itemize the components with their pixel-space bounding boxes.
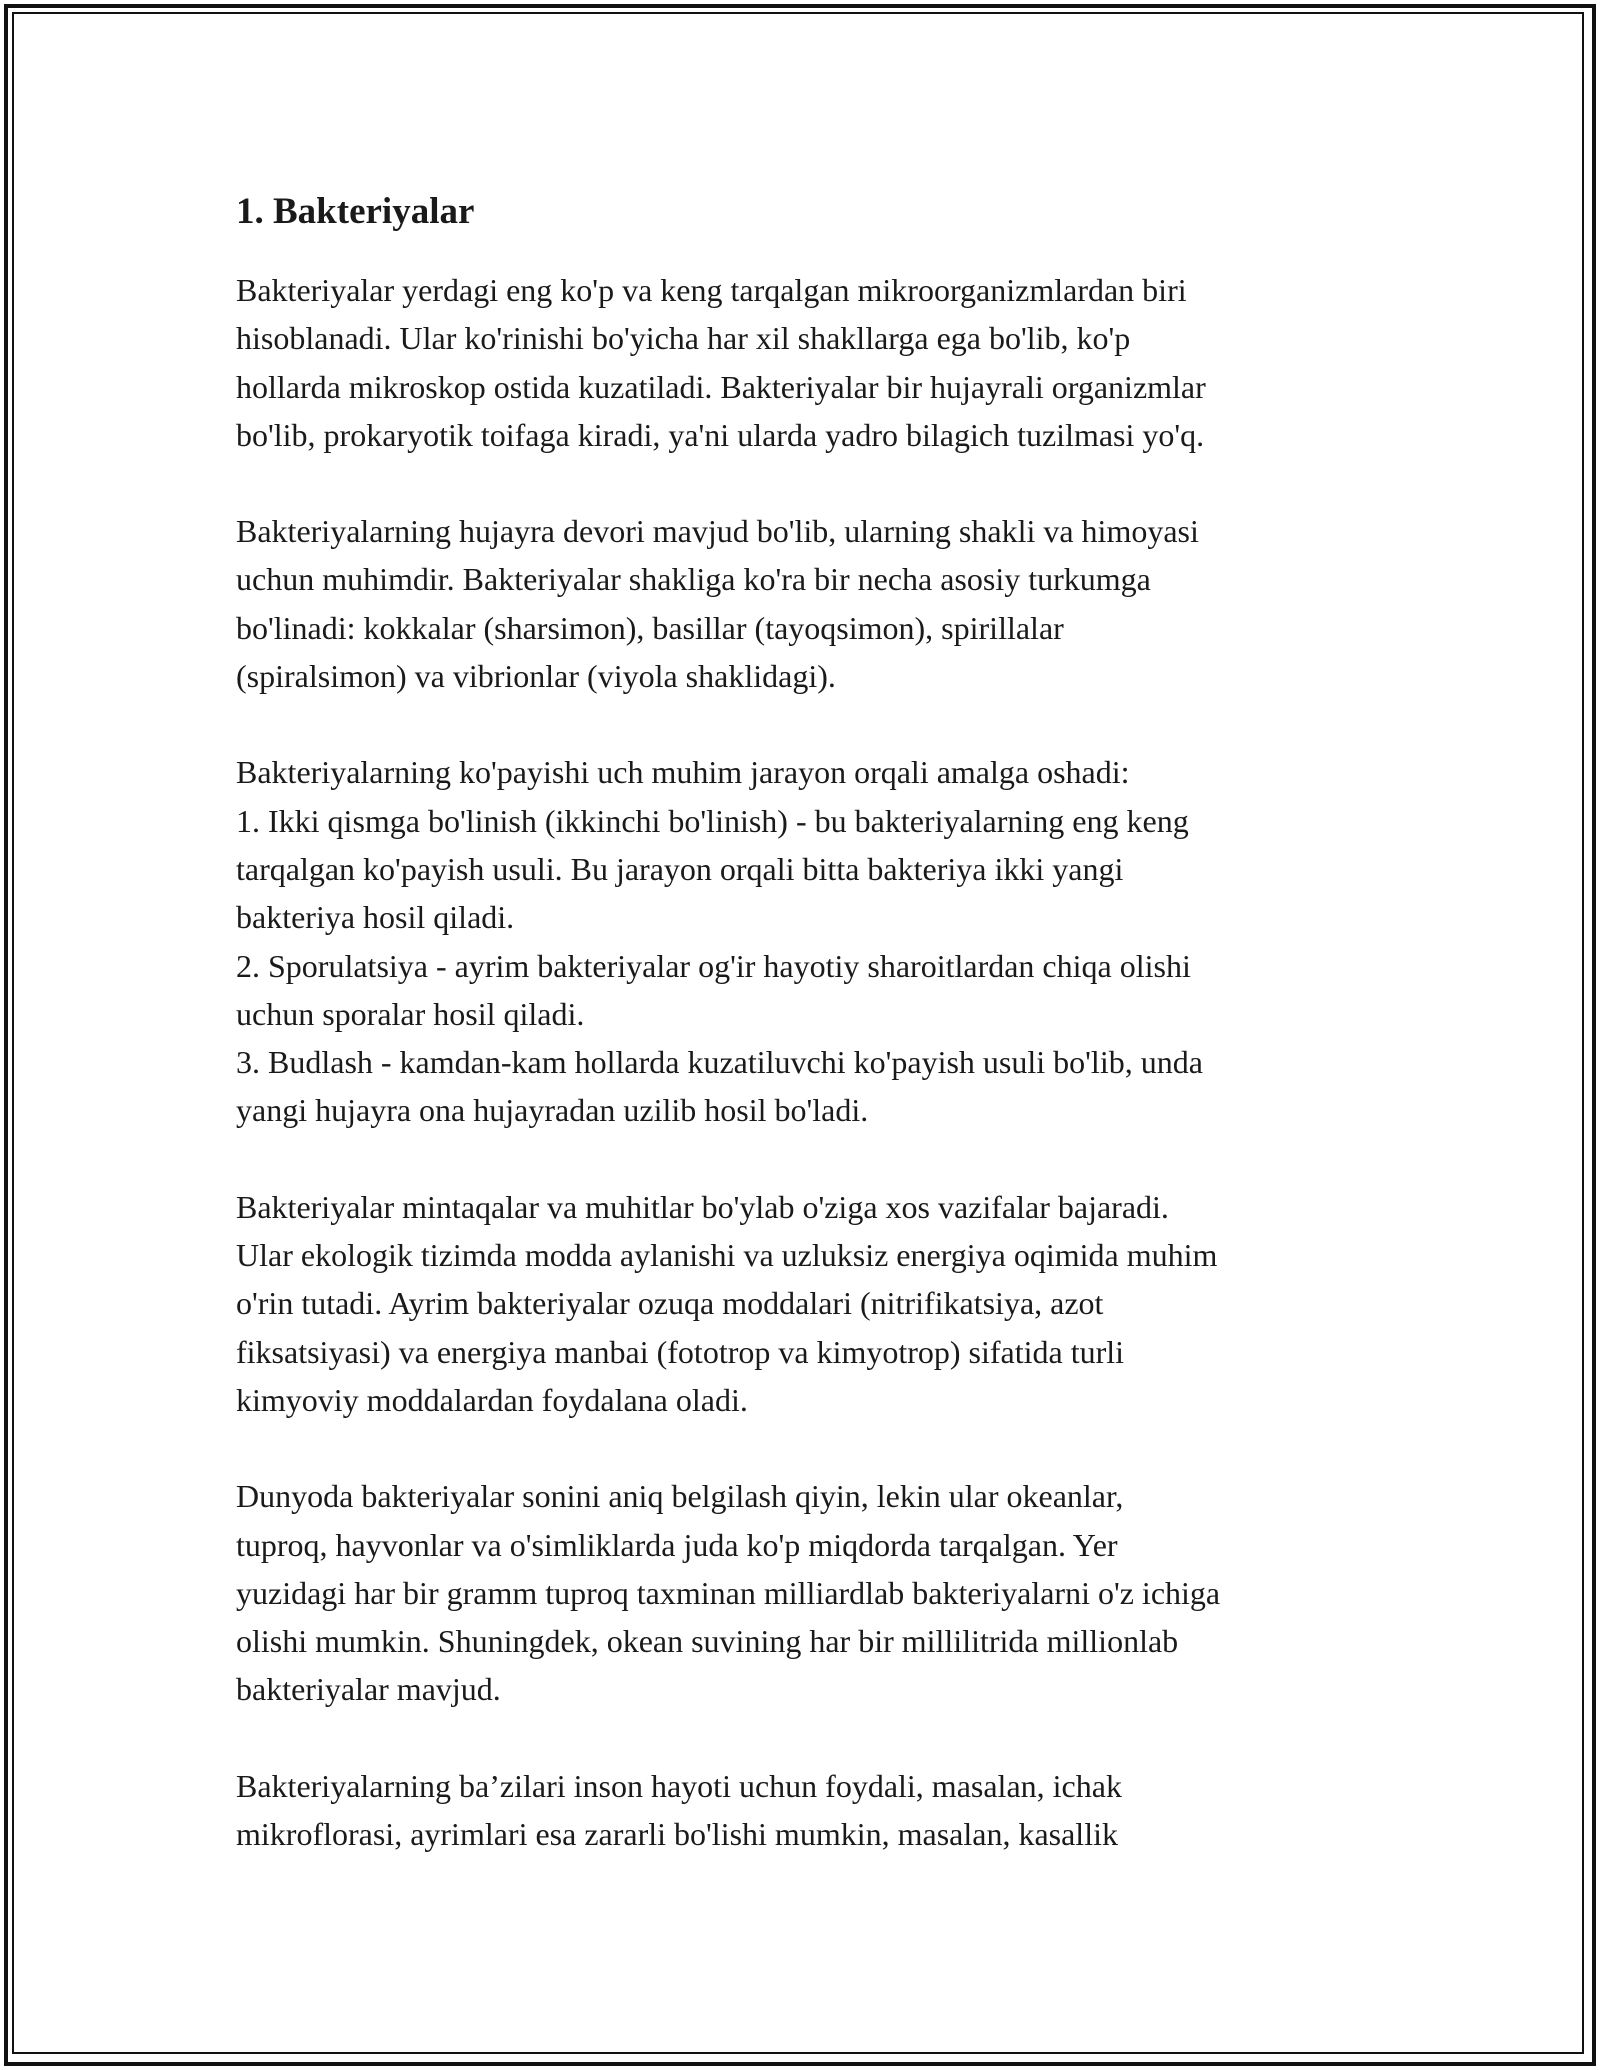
paragraph-reproduction: Bakteriyalarning ko'payishi uch muhim jarayon orqali amalga oshadi: 1. Ikki qismga bo'linish (ikkinchi bo'linish) - bu bakteriyalarning eng keng tarqalgan ko'payish usuli. Bu jarayon orqali bitta bakteriya ikki yangi bakteriya hosil qiladi. 2. Sporulatsiya - ayrim bakteriyalar og'ir hayotiy sharoitlardan chiqa olishi uchun sporalar hosil qiladi. 3. Budlash - kamdan-kam hollarda kuzatiluvchi ko'payish usuli bo'lib, unda yangi hujayra ona hujayradan uzilib hosil bo'ladi. bbox=[236, 754, 1203, 1129]
paragraph-significance: Bakteriyalarning ba’zilari inson hayoti uchun foydali, masalan, ichak mikroflorasi, ayrimlari esa zararli bo'lishi mumkin, masalan, kasallik bbox=[236, 1767, 1122, 1853]
section-heading: 1. Bakteriyalar bbox=[236, 191, 475, 232]
document-page bbox=[236, 188, 1366, 1858]
paragraph-ecology: Bakteriyalar mintaqalar va muhitlar bo'ylab o'ziga xos vazifalar bajaradi. Ular ekologik tizimda modda aylanishi va uzluksiz energiya oqimida muhim o'rin tutadi. Ayrim bakteriyalar ozuqa moddalari (nitrifikatsiya, azot fiksatsiyasi) va energiya manbai (fototrop va kimyotrop) sifatida turli kimyoviy moddalardan foydalana oladi. bbox=[236, 1188, 1218, 1418]
paragraph-distribution: Dunyoda bakteriyalar sonini aniq belgilash qiyin, lekin ular okeanlar, tuproq, hayvonlar va o'simliklarda juda ko'p miqdorda tarqalgan. Yer yuzidagi har bir gramm tuproq taxminan milliardlab bakteriyalarni o'z ichiga olishi mumkin. Shuningdek, okean suvining har bir millilitrida millionlab bakteriyalar mavjud. bbox=[236, 1478, 1221, 1708]
paragraph-cell-wall: Bakteriyalarning hujayra devori mavjud bo'lib, ularning shakli va himoyasi uchun muhimdir. Bakteriyalar shakliga ko'ra bir necha asosiy turkumga bo'linadi: kokkalar (sharsimon), basillar (tayoqsimon), spirillalar (spiralsimon) va vibrionlar (viyola shaklidagi). bbox=[236, 513, 1199, 695]
paragraph-intro: Bakteriyalar yerdagi eng ko'p va keng tarqalgan mikroorganizmlardan biri hisoblanadi. Ular ko'rinishi bo'yicha har xil shakllarga ega bo'lib, ko'p hollarda mikroskop ostida kuzatiladi. Bakteriyalar bir hujayrali organizmlar bo'lib, prokaryotik toifaga kiradi, ya'ni ularda yadro bilagich tuzilmasi yo'q. bbox=[236, 272, 1206, 453]
